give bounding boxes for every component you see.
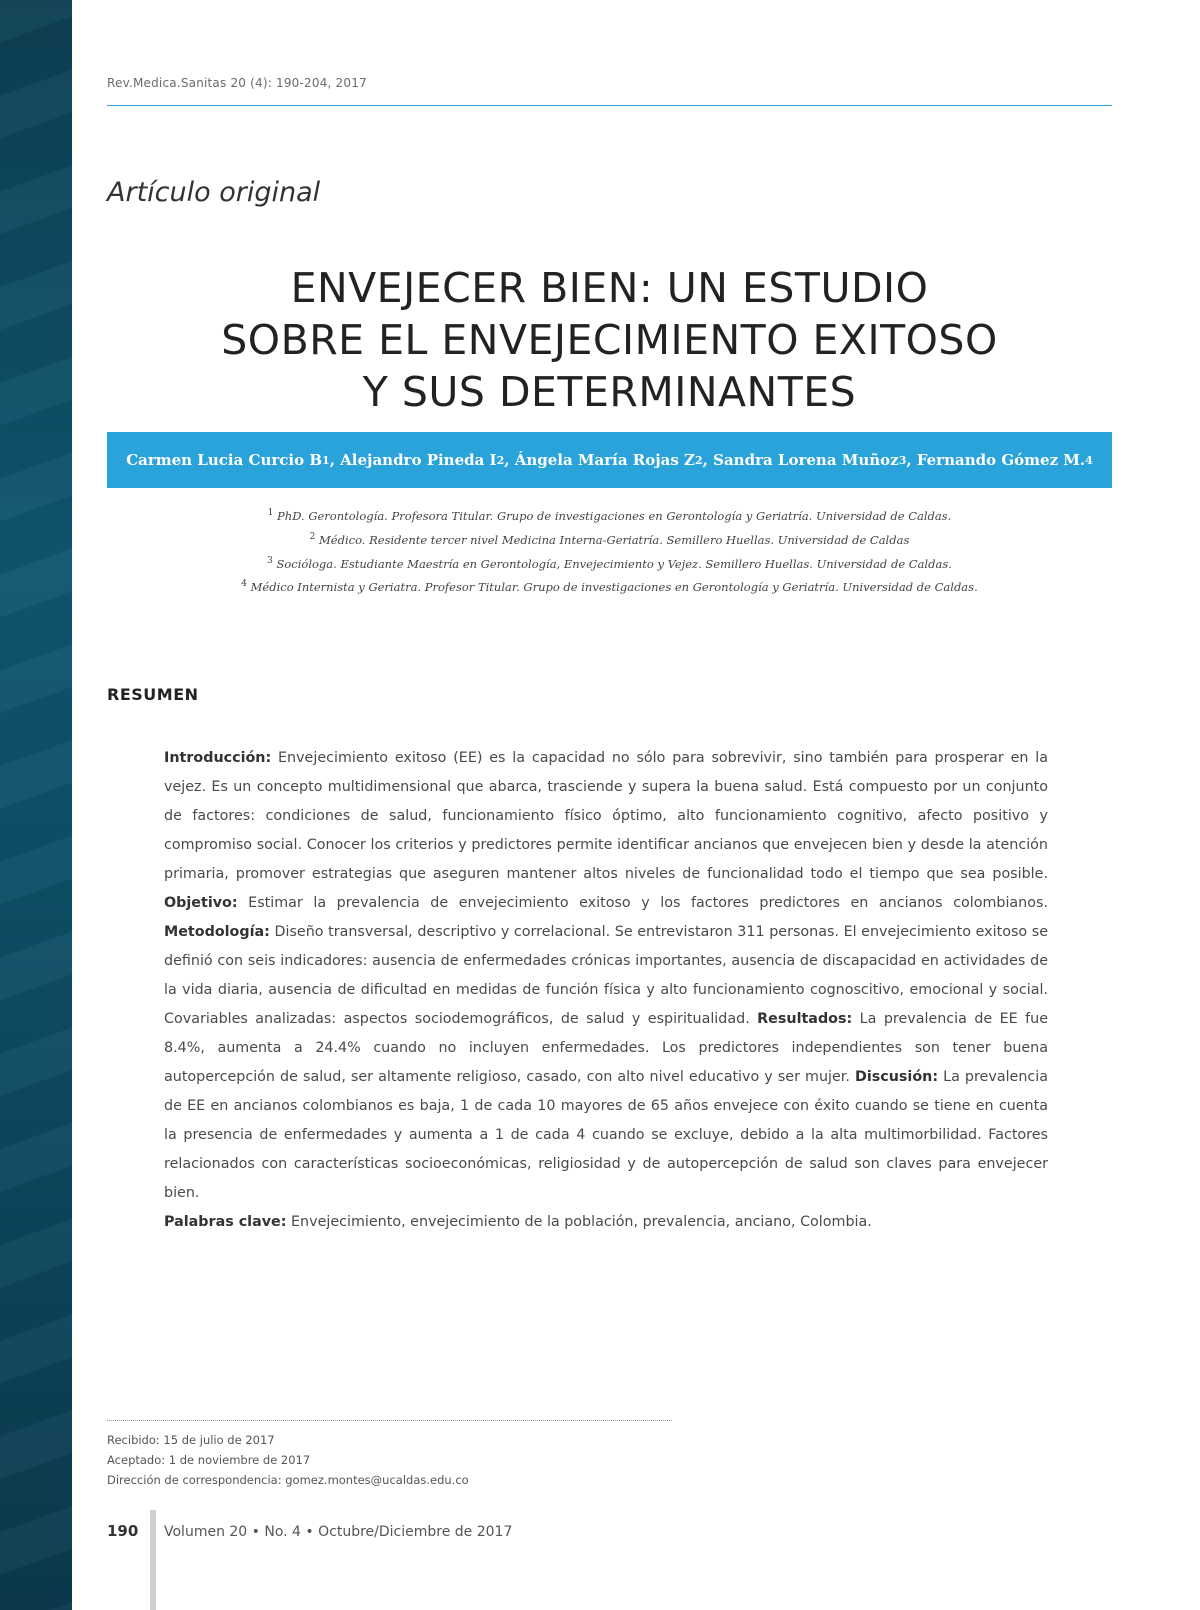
date-aceptado: Aceptado: 1 de noviembre de 2017	[107, 1453, 311, 1467]
affiliation-item	[107, 574, 1112, 598]
author-sup: 2	[496, 453, 505, 467]
affiliation-sup: 4	[241, 579, 247, 590]
abstract-label-objetivo: Objetivo:	[164, 895, 238, 911]
title-line-2: SOBRE EL ENVEJECIMIENTO EXITOSO	[221, 316, 998, 364]
affiliation-sup: 1	[267, 508, 274, 518]
affiliation-text: Médico Internista y Geriatra. Profesor Titular. Grupo de investigaciones en Gerontología y Geriatría. Universidad de Caldas.	[250, 580, 978, 595]
author-name: Fernando Gómez M.	[916, 451, 1086, 469]
title-line-3: Y SUS DETERMINANTES	[362, 368, 857, 416]
article-type: Artículo original	[107, 177, 321, 208]
authors-bar: Carmen Lucia Curcio B 1 , Alejandro Pineda I 2 , Ángela María Rojas Z 2 , Sandra Lorena Muñoz 3 , Fernando Gómez M. 4	[107, 432, 1112, 488]
section-heading-resumen: RESUMEN	[107, 685, 199, 704]
affiliation-item	[107, 551, 1112, 575]
abstract-label-palabras-clave: Palabras clave:	[164, 1214, 287, 1230]
author-sup: 1	[322, 453, 330, 467]
affiliation-text: Socióloga. Estudiante Maestría en Gerontología, Envejecimiento y Vejez. Semillero Huellas. Universidad de Caldas.	[276, 556, 952, 571]
footnote-divider	[107, 1420, 672, 1421]
author-name: Carmen Lucia Curcio B	[126, 451, 323, 469]
abstract-discusion: La prevalencia de EE en ancianos colombianos es baja, 1 de cada 10 mayores de 65 años envejece con éxito cuando se tiene en cuenta la presencia de enfermedades y aumenta a 1 de cada 4 cuando se excluye, debido a la alta multimorbilidad. Factores relacionados con características socioeconómicas, religiosidad y de autopercepción de salud son claves para envejecer bien.	[164, 1069, 1048, 1201]
abstract-metodologia: Diseño transversal, descriptivo y correlacional. Se entrevistaron 311 personas. El envejecimiento exitoso se definió con seis indicadores: ausencia de enfermedades crónicas importantes, ausencia de discapacidad en actividades de la vida diaria, ausencia de dificultad en medidas de función física y alto funcionamiento cognoscitivo, emocional y social. Covariables analizadas: aspectos sociodemográficos, de salud y espiritualidad.	[164, 924, 1048, 1027]
issue-info: Volumen 20 • No. 4 • Octubre/Diciembre de 2017	[164, 1524, 513, 1540]
abstract-label-resultados: Resultados:	[757, 1011, 853, 1027]
author-sup: 2	[695, 453, 703, 467]
affiliation-text: PhD. Gerontología. Profesora Titular. Grupo de investigaciones en Gerontología y Geriatría. Universidad de Caldas.	[277, 508, 952, 523]
abstract-text	[164, 744, 1048, 1237]
affiliation-item	[107, 503, 1112, 527]
affiliation-item	[107, 527, 1112, 551]
abstract-palabras-clave: Envejecimiento, envejecimiento de la población, prevalencia, anciano, Colombia.	[286, 1214, 872, 1230]
author-name: Sandra Lorena Muñoz	[713, 451, 899, 469]
affiliation-sup: 3	[267, 555, 273, 566]
header-divider	[107, 105, 1112, 106]
author-sup: 3	[898, 453, 907, 467]
footer-divider-bar	[150, 1510, 156, 1610]
article-dates	[107, 1430, 469, 1490]
author-name: Alejandro Pineda I	[340, 451, 497, 469]
affiliation-text: Médico. Residente tercer nivel Medicina Interna-Geriatría. Semillero Huellas. Universidad de Caldas	[319, 532, 910, 547]
abstract-label-introduccion: Introducción:	[164, 750, 272, 766]
article-title	[107, 262, 1112, 418]
affiliation-sup: 2	[309, 531, 316, 542]
journal-reference: Rev.Medica.Sanitas 20 (4): 190-204, 2017	[107, 76, 367, 90]
abstract-label-metodologia: Metodología:	[164, 924, 270, 940]
abstract-introduccion: Envejecimiento exitoso (EE) es la capacidad no sólo para sobrevivir, sino también para prosperar en la vejez. Es un concepto multidimensional que abarca, trasciende y supera la buena salud. Está compuesto por un conjunto de factores: condiciones de salud, funcionamiento físico óptimo, alto funcionamiento cognitivo, afecto positivo y compromiso social. Conocer los criterios y predictores permite identificar ancianos que envejecen bien y desde la atención primaria, promover estrategias que aseguren mantener altos niveles de funcionalidad todo el tiempo que sea posible.	[164, 750, 1048, 882]
title-line-1: ENVEJECER BIEN: UN ESTUDIO	[290, 264, 929, 312]
abstract-objetivo: Estimar la prevalencia de envejecimiento exitoso y los factores predictores en ancianos colombianos.	[237, 895, 1048, 911]
page-number: 190	[107, 1522, 139, 1540]
date-recibido: Recibido: 15 de julio de 2017	[107, 1433, 275, 1447]
affiliations	[107, 503, 1112, 598]
decorative-side-band	[0, 0, 72, 1610]
abstract-resultados: La prevalencia de EE fue 8.4%, aumenta a 24.4% cuando no incluyen enfermedades. Los predictores independientes son tener buena autopercepción de salud, ser altamente religioso, casado, con alto nivel educativo y ser mujer.	[164, 1011, 1049, 1085]
author-name: Ángela María Rojas Z	[514, 451, 696, 469]
correspondence-email[interactable]: Dirección de correspondencia: gomez.montes@ucaldas.edu.co	[107, 1473, 469, 1487]
author-sup: 4	[1085, 453, 1093, 467]
abstract-label-discusion: Discusión:	[854, 1069, 939, 1085]
